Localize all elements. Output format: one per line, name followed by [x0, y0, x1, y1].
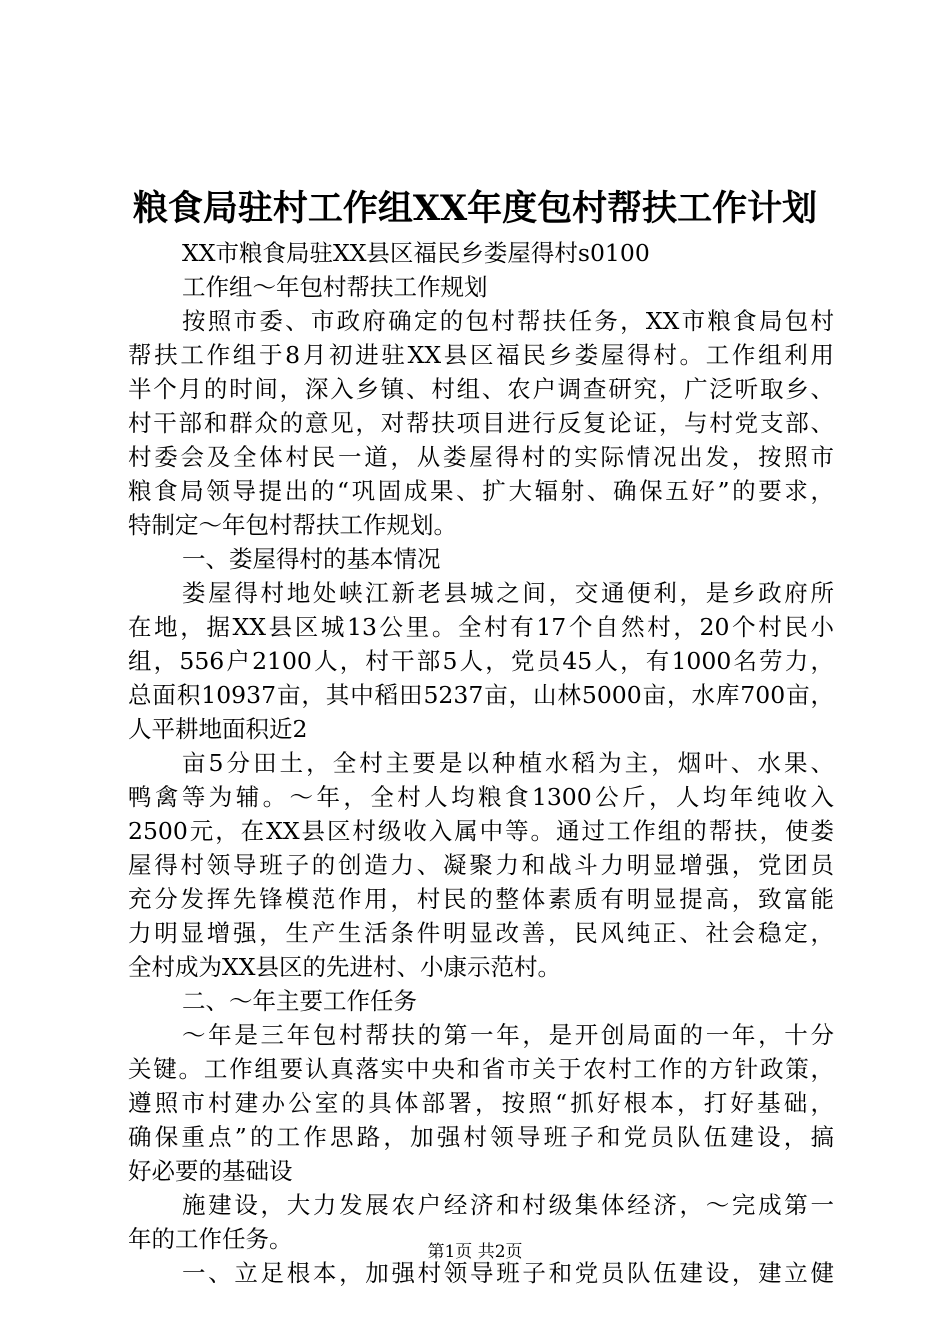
text-line: 在地，据XX县区城13公里。全村有17个自然村，20个村民小 — [128, 613, 834, 641]
text-line: 帮扶工作组于8月初进驻XX县区福民乡娄屋得村。工作组利用 — [128, 341, 834, 369]
text-line: 按照市委、市政府确定的包村帮扶任务，XX市粮食局包村 — [182, 307, 834, 335]
text-line: 充分发挥先锋模范作用，村民的整体素质有明显提高，致富能 — [128, 885, 834, 913]
document-title: 粮食局驻村工作组XX年度包村帮扶工作计划 — [132, 188, 818, 229]
text-line: 组，556户2100人，村干部5人，党员45人，有1000名劳力， — [128, 647, 834, 675]
text-line: 总面积10937亩，其中稻田5237亩，山林5000亩，水库700亩， — [128, 681, 834, 709]
text-line: 年的工作任务。 — [128, 1225, 293, 1253]
text-line: 关键。工作组要认真落实中央和省市关于农村工作的方针政策， — [128, 1055, 834, 1083]
text-line: 工作组～年包村帮扶工作规划 — [182, 273, 488, 301]
text-line: 二、～年主要工作任务 — [182, 987, 417, 1015]
text-line: 半个月的时间，深入乡镇、村组、农户调查研究，广泛听取乡、 — [128, 375, 834, 403]
text-line: 全村成为XX县区的先进村、小康示范村。 — [128, 953, 561, 981]
text-line: 一、立足根本，加强村领导班子和党员队伍建设，建立健 — [182, 1259, 834, 1287]
text-line: 2500元，在XX县区村级收入属中等。通过工作组的帮扶，使娄 — [128, 817, 834, 845]
text-line: 粮食局领导提出的“巩固成果、扩大辐射、确保五好”的要求， — [128, 477, 834, 505]
text-line: XX市粮食局驻XX县区福民乡娄屋得村s0100 — [182, 239, 650, 267]
text-line: 村委会及全体村民一道，从娄屋得村的实际情况出发，按照市 — [128, 443, 834, 471]
text-line: 确保重点”的工作思路，加强村领导班子和党员队伍建设，搞 — [128, 1123, 834, 1151]
text-line: ～年是三年包村帮扶的第一年，是开创局面的一年，十分 — [182, 1021, 834, 1049]
text-line: 屋得村领导班子的创造力、凝聚力和战斗力明显增强，党团员 — [128, 851, 834, 879]
text-line: 娄屋得村地处峡江新老县城之间，交通便利，是乡政府所 — [182, 579, 834, 607]
text-line: 施建设，大力发展农户经济和村级集体经济，～完成第一 — [182, 1191, 834, 1219]
text-line: 人平耕地面积近2 — [128, 715, 308, 743]
page-footer: 第1页 共2页 — [427, 1242, 523, 1262]
text-line: 亩5分田土，全村主要是以种植水稻为主，烟叶、水果、 — [182, 749, 834, 777]
document-body — [128, 236, 834, 1290]
text-line: 鸭禽等为辅。～年，全村人均粮食1300公斤，人均年纯收入 — [128, 783, 834, 811]
text-line: 遵照市村建办公室的具体部署，按照“抓好根本，打好基础， — [128, 1089, 834, 1117]
text-line: 好必要的基础设 — [128, 1157, 293, 1185]
text-line: 力明显增强，生产生活条件明显改善，民风纯正、社会稳定， — [128, 919, 834, 947]
text-line: 一、娄屋得村的基本情况 — [182, 545, 441, 573]
text-line: 村干部和群众的意见，对帮扶项目进行反复论证，与村党支部、 — [128, 409, 834, 437]
text-line: 特制定～年包村帮扶工作规划。 — [128, 511, 457, 539]
